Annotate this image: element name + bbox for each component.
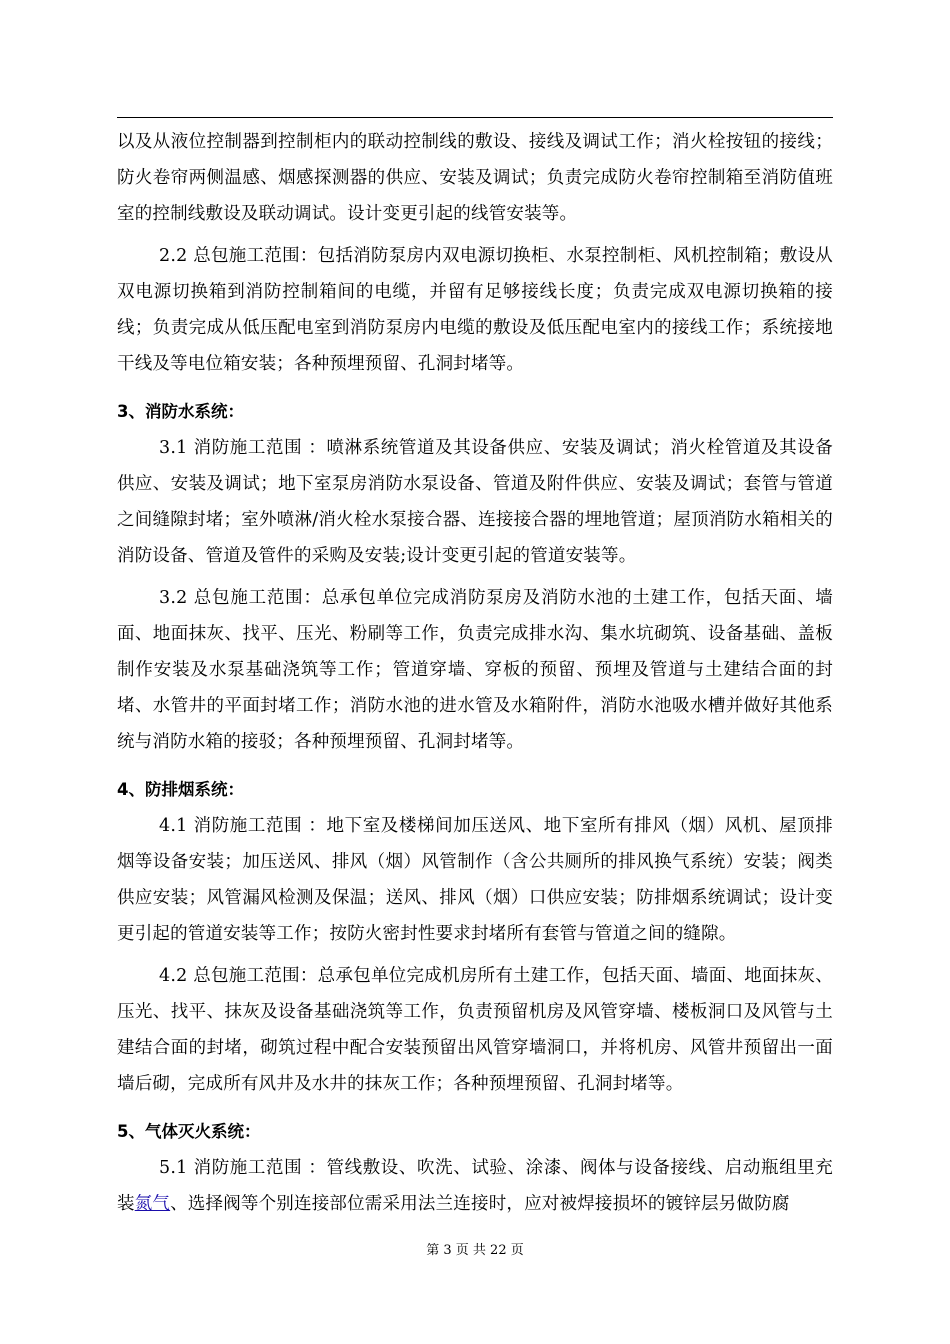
paragraph-5-1-text-b: 、选择阀等个别连接部位需采用法兰连接时，应对被焊接损坏的镀锌层另做防腐 xyxy=(170,1194,790,1214)
nitrogen-link[interactable]: 氮气 xyxy=(134,1194,171,1214)
document-body xyxy=(117,124,833,1222)
section-heading-5: 5、气体灭火系统： xyxy=(117,1122,261,1141)
paragraph-4-2: 4.2 总包施工范围：总承包单位完成机房所有土建工作，包括天面、墙面、地面抹灰、压光、找平、抹灰及设备基础浇筑等工作，负责预留机房及风管穿墙、楼板洞口及风管与土建结合面的封堵，砌筑过程中配合安装预留出风管穿墙洞口，并将机房、风管井预留出一面墙后砌，完成所有风井及水井的抹灰工作；各种预埋预留、孔洞封堵等。 xyxy=(117,966,833,1094)
header-rule xyxy=(117,117,833,118)
paragraph-2-2: 2.2 总包施工范围：包括消防泵房内双电源切换柜、水泵控制柜、风机控制箱；敷设从双电源切换箱到消防控制箱间的电缆，并留有足够接线长度；负责完成双电源切换箱的接线；负责完成从低压配电室到消防泵房内电缆的敷设及低压配电室内的接线工作；系统接地干线及等电位箱安装；各种预埋预留、孔洞封堵等。 xyxy=(117,246,833,374)
paragraph-3-2: 3.2 总包施工范围：总承包单位完成消防泵房及消防水池的土建工作，包括天面、墙面、地面抹灰、找平、压光、粉刷等工作，负责完成排水沟、集水坑砌筑、设备基础、盖板制作安装及水泵基础浇筑等工作；管道穿墙、穿板的预留、预埋及管道与土建结合面的封堵、水管井的平面封堵工作；消防水池的进水管及水箱附件，消防水池吸水槽并做好其他系统与消防水箱的接驳；各种预埋预留、孔洞封堵等。 xyxy=(117,588,833,752)
section-heading-3: 3、消防水系统： xyxy=(117,402,244,421)
paragraph-3-1: 3.1 消防施工范围 ：喷淋系统管道及其设备供应、安装及调试；消火栓管道及其设备供应、安装及调试；地下室泵房消防水泵设备、管道及附件供应、安装及调试；套管与管道之间缝隙封堵；室外喷淋/消火栓水泵接合器、连接接合器的埋地管道；屋顶消防水箱相关的消防设备、管道及管件的采购及安装;设计变更引起的管道安装等。 xyxy=(117,438,833,566)
paragraph-5-1 xyxy=(117,1150,833,1222)
section-heading-4: 4、防排烟系统： xyxy=(117,780,244,799)
paragraph-5-1-text-a: 5.1 消防施工范围 ：管线敷设、吹洗、试验、涂漆、阀体与设备接线、启动瓶组里充装 xyxy=(117,1158,833,1214)
page-footer: 第 3 页 共 22 页 xyxy=(426,1243,524,1258)
paragraph-continued: 以及从液位控制器到控制柜内的联动控制线的敷设、接线及调试工作；消火栓按钮的接线；防火卷帘两侧温感、烟感探测器的供应、安装及调试；负责完成防火卷帘控制箱至消防值班室的控制线敷设及联动调试。设计变更引起的线管安装等。 xyxy=(117,132,833,224)
paragraph-4-1: 4.1 消防施工范围 ：地下室及楼梯间加压送风、地下室所有排风（烟）风机、屋顶排烟等设备安装；加压送风、排风（烟）风管制作（含公共厕所的排风换气系统）安装；阀类供应安装；风管漏风检测及保温；送风、排风（烟）口供应安装；防排烟系统调试；设计变更引起的管道安装等工作；按防火密封性要求封堵所有套管与管道之间的缝隙。 xyxy=(117,816,833,944)
